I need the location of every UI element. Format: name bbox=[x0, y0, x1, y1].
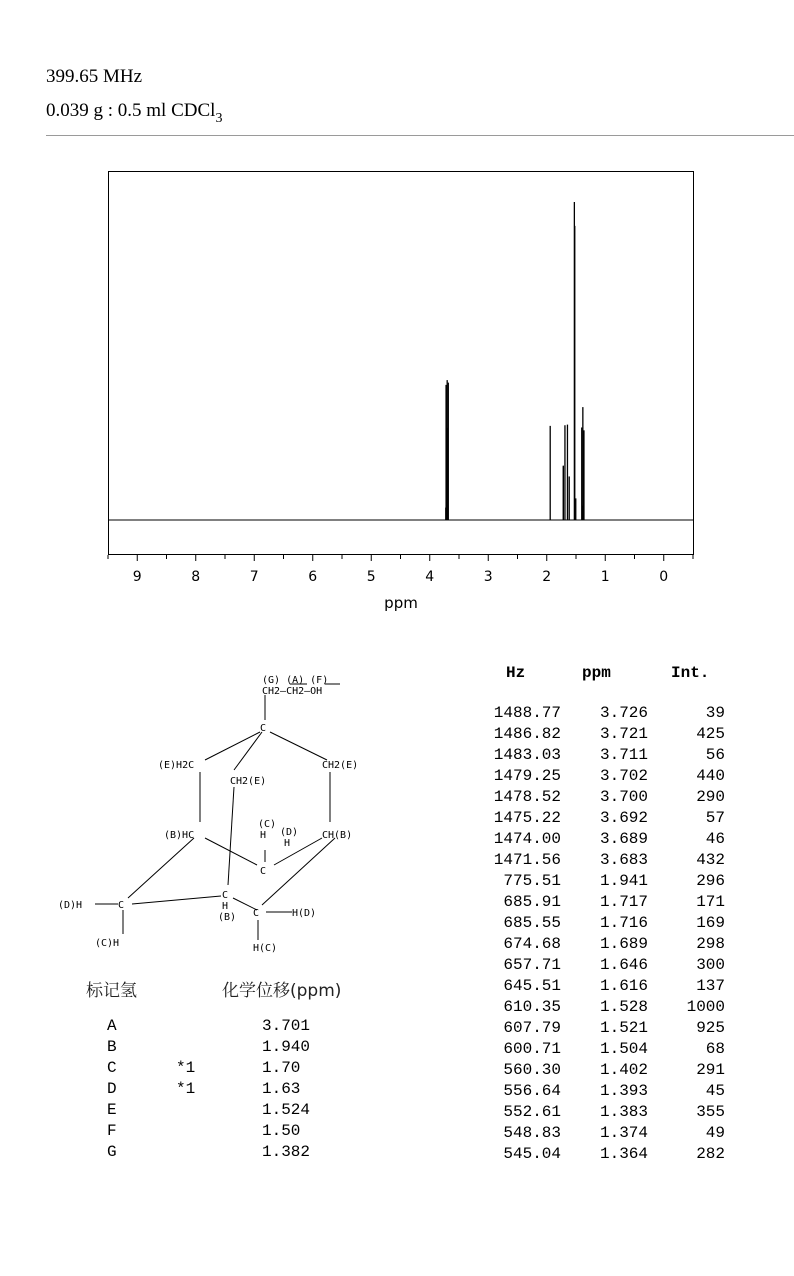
peak-intensity: 57 bbox=[705, 809, 725, 827]
x-tick-label: 8 bbox=[191, 569, 201, 585]
peak-ppm: 3.711 bbox=[599, 746, 648, 764]
peak-intensity: 425 bbox=[696, 725, 725, 743]
peak-intensity: 49 bbox=[705, 1124, 725, 1142]
x-tick-label: 1 bbox=[600, 569, 610, 585]
assignment-shift: 1.524 bbox=[262, 1101, 311, 1119]
structure-bottom-hc: H(C) bbox=[253, 943, 278, 954]
structure-d-label: (D) bbox=[280, 827, 299, 838]
peak-intensity: 291 bbox=[696, 1061, 725, 1079]
structure-left-dh: (D)H bbox=[58, 900, 83, 911]
peak-ppm: 1.383 bbox=[599, 1103, 648, 1121]
structure-b-h: H bbox=[222, 901, 229, 912]
x-tick-label: 5 bbox=[366, 569, 376, 585]
peak-ppm: 1.616 bbox=[599, 977, 648, 995]
x-tick-label: 9 bbox=[132, 569, 142, 585]
plot-frame bbox=[109, 172, 694, 555]
structure-right-ch2: CH2(E) bbox=[322, 760, 359, 771]
assignment-label: C bbox=[107, 1059, 117, 1077]
peak-intensity: 39 bbox=[705, 704, 725, 722]
peak-hz: 674.68 bbox=[503, 935, 561, 953]
assignment-note: *1 bbox=[176, 1059, 196, 1077]
peak-hz: 552.61 bbox=[503, 1103, 561, 1121]
peak-intensity: 171 bbox=[696, 893, 725, 911]
peak-ppm: 1.941 bbox=[599, 872, 648, 890]
assignment-note: *1 bbox=[176, 1080, 196, 1098]
peak-intensity: 300 bbox=[696, 956, 725, 974]
peak-hz: 1488.77 bbox=[493, 704, 561, 722]
peak-hz: 600.71 bbox=[503, 1040, 561, 1058]
peak-ppm: 3.702 bbox=[599, 767, 648, 785]
peak-ppm: 1.374 bbox=[599, 1124, 648, 1142]
structure-c-h: H bbox=[260, 830, 267, 841]
peak-intensity: 298 bbox=[696, 935, 725, 953]
structure-b-c: C bbox=[222, 890, 229, 901]
col-header-ppm: ppm bbox=[582, 664, 611, 682]
peak-intensity: 355 bbox=[696, 1103, 725, 1121]
peak-hz: 1479.25 bbox=[493, 767, 561, 785]
peak-ppm: 1.504 bbox=[599, 1040, 648, 1058]
peak-ppm: 1.521 bbox=[599, 1019, 648, 1037]
peak-ppm: 1.528 bbox=[599, 998, 648, 1016]
peak-ppm: 3.726 bbox=[599, 704, 648, 722]
peak-ppm: 1.393 bbox=[599, 1082, 648, 1100]
peak-hz: 1475.22 bbox=[493, 809, 561, 827]
assignment-shift: 1.382 bbox=[262, 1143, 311, 1161]
peak-hz: 610.35 bbox=[503, 998, 561, 1016]
peak-hz: 607.79 bbox=[503, 1019, 561, 1037]
structure-top-labels: (G) (A) (F) bbox=[262, 675, 329, 686]
structure-right-c: C bbox=[253, 908, 260, 919]
peak-intensity: 440 bbox=[696, 767, 725, 785]
structure-right-ch: CH(B) bbox=[322, 830, 353, 841]
structure-left-ch: (B)HC bbox=[164, 830, 195, 841]
peak-hz: 657.71 bbox=[503, 956, 561, 974]
peak-ppm: 1.716 bbox=[599, 914, 648, 932]
peak-intensity: 46 bbox=[705, 830, 725, 848]
peak-hz: 548.83 bbox=[503, 1124, 561, 1142]
peak-ppm: 3.700 bbox=[599, 788, 648, 806]
peak-hz: 685.91 bbox=[503, 893, 561, 911]
structure-left-c: C bbox=[118, 900, 125, 911]
structure-right-hd: H(D) bbox=[292, 908, 317, 919]
x-axis-label: ppm bbox=[384, 594, 418, 612]
assignment-label: E bbox=[107, 1101, 117, 1119]
peak-ppm: 1.364 bbox=[599, 1145, 648, 1163]
peak-intensity: 1000 bbox=[686, 998, 725, 1016]
assignment-shift: 1.70 bbox=[262, 1059, 301, 1077]
peak-ppm: 3.721 bbox=[599, 725, 648, 743]
peak-hz: 1486.82 bbox=[493, 725, 561, 743]
assignment-label: B bbox=[107, 1038, 117, 1056]
x-tick-label: 2 bbox=[542, 569, 552, 585]
structure-b-label: (B) bbox=[218, 912, 237, 923]
structure-quaternary-c: C bbox=[260, 723, 267, 734]
peak-ppm: 1.646 bbox=[599, 956, 648, 974]
assignment-shift: 3.701 bbox=[262, 1017, 311, 1035]
peak-ppm: 3.689 bbox=[599, 830, 648, 848]
peak-hz: 556.64 bbox=[503, 1082, 561, 1100]
peak-hz: 1483.03 bbox=[493, 746, 561, 764]
x-tick-label: 3 bbox=[483, 569, 493, 585]
x-tick-label: 4 bbox=[425, 569, 435, 585]
peak-hz: 1478.52 bbox=[493, 788, 561, 806]
x-axis-ticks bbox=[108, 555, 693, 585]
structure-mid-ch2: CH2(E) bbox=[230, 776, 267, 787]
peak-hz: 775.51 bbox=[503, 872, 561, 890]
peak-ppm: 1.717 bbox=[599, 893, 648, 911]
peak-intensity: 282 bbox=[696, 1145, 725, 1163]
peak-intensity: 296 bbox=[696, 872, 725, 890]
spectrometer-frequency: 399.65 MHz bbox=[46, 66, 143, 87]
peak-ppm: 1.402 bbox=[599, 1061, 648, 1079]
spectrum-peaks bbox=[446, 202, 584, 520]
peak-intensity: 432 bbox=[696, 851, 725, 869]
x-tick-label: 6 bbox=[308, 569, 318, 585]
peak-hz: 685.55 bbox=[503, 914, 561, 932]
col-header-int: Int. bbox=[671, 664, 710, 682]
peak-ppm: 3.692 bbox=[599, 809, 648, 827]
x-tick-label: 7 bbox=[249, 569, 259, 585]
peak-intensity: 45 bbox=[705, 1082, 725, 1100]
assignment-col-label: 标记氢 bbox=[86, 981, 137, 1001]
structure-top-chain: CH2—CH2—OH bbox=[262, 686, 323, 697]
peak-intensity: 169 bbox=[696, 914, 725, 932]
structure-bridge-c: C bbox=[260, 866, 267, 877]
structure-c-label: (C) bbox=[258, 819, 277, 830]
assignment-label: A bbox=[107, 1017, 117, 1035]
assignment-shift: 1.63 bbox=[262, 1080, 301, 1098]
molecule-structure bbox=[0, 660, 420, 960]
assignment-col-shift: 化学位移(ppm) bbox=[222, 981, 342, 1001]
sample-text: 0.039 g : 0.5 ml CDCl bbox=[46, 100, 216, 121]
assignment-shift: 1.50 bbox=[262, 1122, 301, 1140]
peak-intensity: 925 bbox=[696, 1019, 725, 1037]
peak-intensity: 137 bbox=[696, 977, 725, 995]
structure-left-ch-bottom: (C)H bbox=[95, 938, 120, 949]
x-tick-label: 0 bbox=[659, 569, 669, 585]
assignment-shift: 1.940 bbox=[262, 1038, 311, 1056]
peak-hz: 1471.56 bbox=[493, 851, 561, 869]
peak-ppm: 1.689 bbox=[599, 935, 648, 953]
peak-hz: 645.51 bbox=[503, 977, 561, 995]
assignment-label: F bbox=[107, 1122, 117, 1140]
assignment-label: G bbox=[107, 1143, 117, 1161]
peak-ppm: 3.683 bbox=[599, 851, 648, 869]
peak-intensity: 290 bbox=[696, 788, 725, 806]
peak-intensity: 68 bbox=[705, 1040, 725, 1058]
assignment-label: D bbox=[107, 1080, 117, 1098]
structure-left-ch2: (E)H2C bbox=[158, 760, 195, 771]
peak-hz: 560.30 bbox=[503, 1061, 561, 1079]
sample-subscript: 3 bbox=[215, 111, 223, 126]
peak-intensity: 56 bbox=[705, 746, 725, 764]
peak-hz: 1474.00 bbox=[493, 830, 561, 848]
peak-hz: 545.04 bbox=[503, 1145, 561, 1163]
structure-d-h: H bbox=[284, 838, 291, 849]
col-header-hz: Hz bbox=[506, 664, 526, 682]
